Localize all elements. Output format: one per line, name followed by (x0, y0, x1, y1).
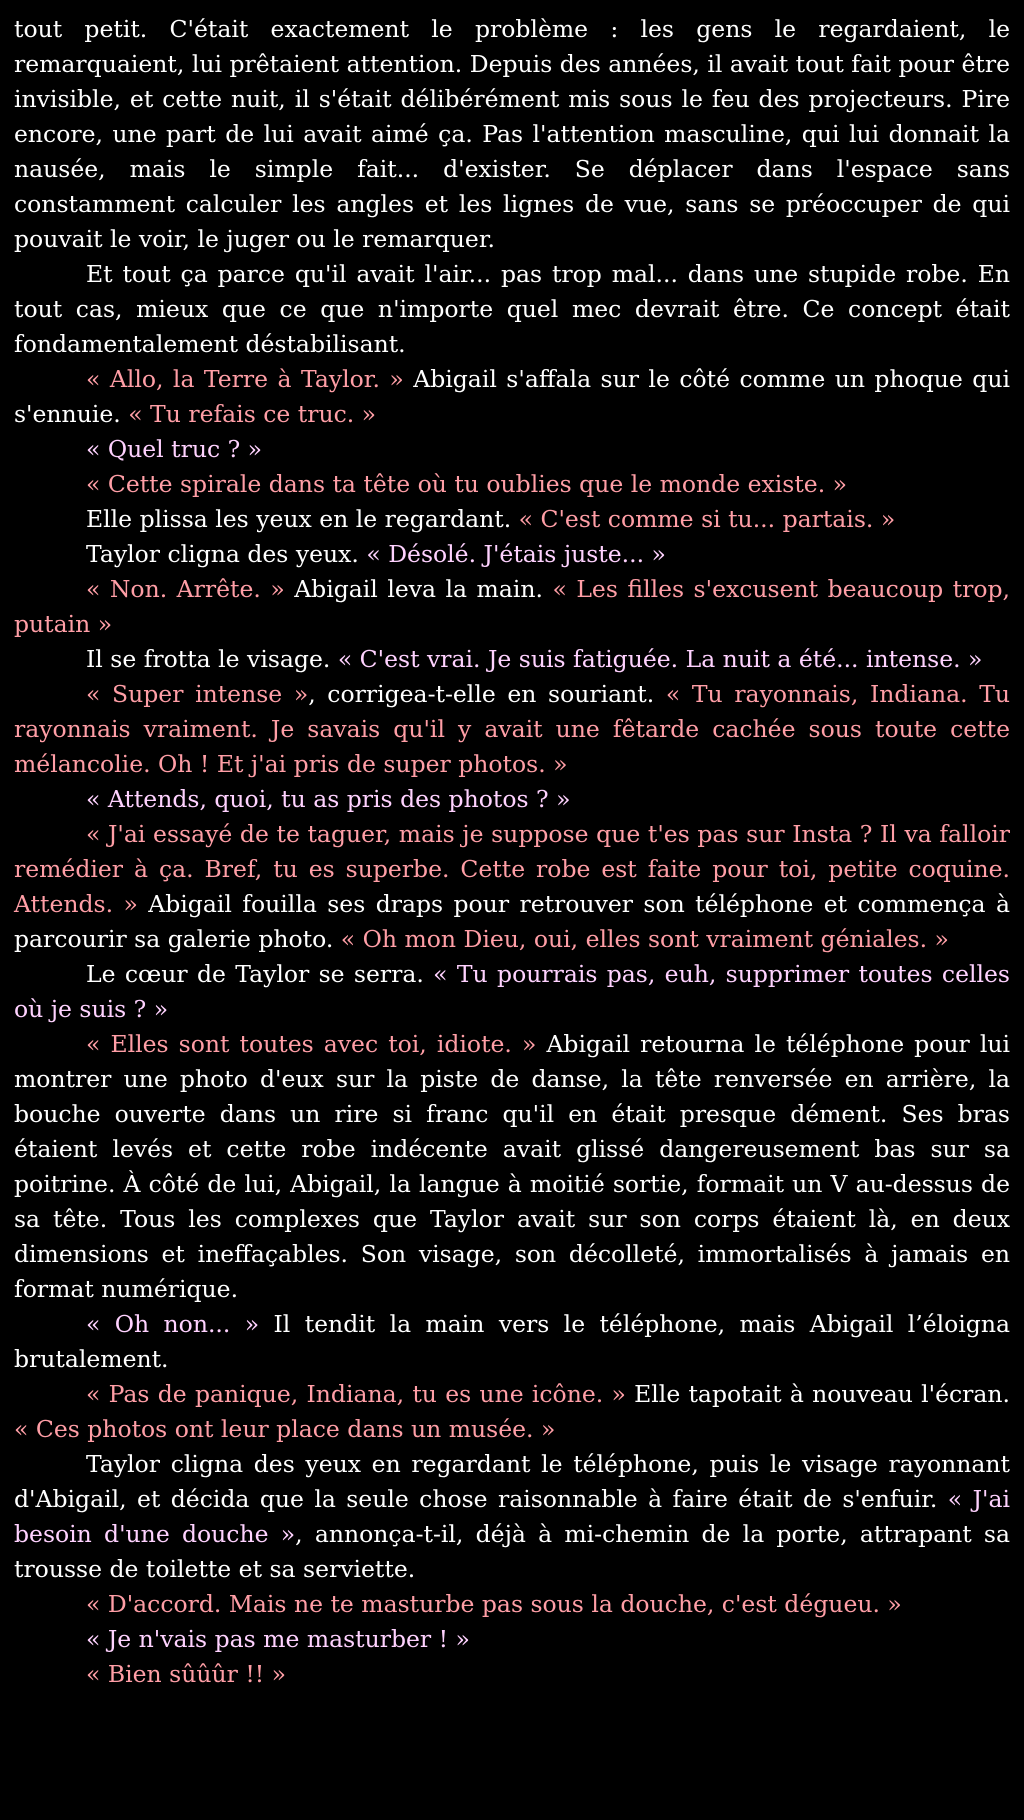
story-paragraph (14, 817, 1010, 957)
story-paragraph (14, 12, 1010, 257)
story-paragraph (14, 467, 1010, 502)
story-paragraph (14, 1447, 1010, 1587)
taylor-dialogue: « J'ai besoin d'une douche » (14, 1485, 1010, 1548)
story-paragraph (14, 502, 1010, 537)
story-paragraph (14, 957, 1010, 1027)
story-paragraph (14, 1377, 1010, 1447)
narration-text: Il tendit la main vers le téléphone, mais Abigail l’éloigna brutalement. (14, 1310, 1010, 1373)
story-paragraph (14, 572, 1010, 642)
taylor-dialogue: « Quel truc ? » (86, 435, 263, 463)
abigail-dialogue: « Cette spirale dans ta tête où tu oublies que le monde existe. » (86, 470, 848, 498)
narration-text: , annonça-t-il, déjà à mi-chemin de la porte, attrapant sa trousse de toilette et sa serviette. (14, 1520, 1011, 1583)
abigail-dialogue: « Bien sûûûr !! » (86, 1660, 287, 1688)
narration-text: Abigail retourna le téléphone pour lui montrer une photo d'eux sur la piste de danse, la tête renversée en arrière, la bouche ouverte dans un rire si franc qu'il en était presque dément. Ses bras étaient levés et cette robe indécente avait glissé dangereusement bas sur sa poitrine. À côté de lui, Abigail, la langue à moitié sortie, formait un V au-dessus de sa tête. Tous les complexes que Taylor avait sur son corps étaient là, en deux dimensions et ineffaçables. Son visage, son décolleté, immortalisés à jamais en format numérique. (14, 1030, 1010, 1303)
narration-text: tout petit. C'était exactement le problème : les gens le regardaient, le remarquaient, lui prêtaient attention. Depuis des années, il avait tout fait pour être invisible, et cette nuit, il s'était délibérément mis sous le feu des projecteurs. Pire encore, une part de lui avait aimé ça. Pas l'attention masculine, qui lui donnait la nausée, mais le simple fait... d'exister. Se déplacer dans l'espace sans constamment calculer les angles et les lignes de vue, sans se préoccuper de qui pouvait le voir, le juger ou le remarquer. (14, 15, 1010, 253)
abigail-dialogue: « Les filles s'excusent beaucoup trop, putain » (14, 575, 1010, 638)
abigail-dialogue: « Allo, la Terre à Taylor. » (86, 365, 404, 393)
story-paragraph (14, 642, 1010, 677)
abigail-dialogue: « D'accord. Mais ne te masturbe pas sous la douche, c'est dégueu. » (86, 1590, 902, 1618)
story-paragraph (14, 537, 1010, 572)
taylor-dialogue: « Attends, quoi, tu as pris des photos ? » (86, 785, 571, 813)
taylor-dialogue: « C'est vrai. Je suis fatiguée. La nuit a été... intense. » (337, 645, 983, 673)
narration-text: , corrigea-t-elle en souriant. (308, 680, 666, 708)
abigail-dialogue: « C'est comme si tu... partais. » (518, 505, 896, 533)
taylor-dialogue: « Tu pourrais pas, euh, supprimer toutes celles où je suis ? » (14, 960, 1010, 1023)
narration-text: Elle tapotait à nouveau l'écran. (625, 1380, 1010, 1408)
abigail-dialogue: « Pas de panique, Indiana, tu es une icône. » (86, 1380, 626, 1408)
narration-text: Abigail s'affala sur le côté comme un phoque qui s'ennuie. (14, 365, 1010, 428)
abigail-dialogue: « Ces photos ont leur place dans un musée. » (14, 1415, 556, 1443)
story-paragraph (14, 1027, 1010, 1307)
narration-text: Taylor cligna des yeux en regardant le téléphone, puis le visage rayonnant d'Abigail, et décida que la seule chose raisonnable à faire était de s'enfuir. (14, 1450, 1010, 1513)
abigail-dialogue: « Elles sont toutes avec toi, idiote. » (86, 1030, 537, 1058)
abigail-dialogue: « Super intense » (86, 680, 309, 708)
narration-text: Taylor cligna des yeux. (86, 540, 367, 568)
taylor-dialogue: « Je n'vais pas me masturber ! » (86, 1625, 470, 1653)
story-paragraph (14, 432, 1010, 467)
taylor-dialogue: « Désolé. J'étais juste... » (366, 540, 666, 568)
story-paragraph (14, 1587, 1010, 1622)
story-paragraph (14, 1657, 1010, 1692)
taylor-dialogue: « Oh non... » (86, 1310, 260, 1338)
narration-text: Le cœur de Taylor se serra. (86, 960, 434, 988)
story-paragraph (14, 1307, 1010, 1377)
narration-text: Et tout ça parce qu'il avait l'air... pas trop mal... dans une stupide robe. En tout cas, mieux que ce que n'importe quel mec devrait être. Ce concept était fondamentalement déstabilisant. (14, 260, 1010, 358)
abigail-dialogue: « Tu rayonnais, Indiana. Tu rayonnais vraiment. Je savais qu'il y avait une fêtarde cachée sous toute cette mélancolie. Oh ! Et j'ai pris de super photos. » (14, 680, 1011, 778)
abigail-dialogue: « J'ai essayé de te taguer, mais je suppose que t'es pas sur Insta ? Il va falloir remédier à ça. Bref, tu es superbe. Cette robe est faite pour toi, petite coquine. Attends. » (14, 820, 1010, 918)
abigail-dialogue: « Tu refais ce truc. » (128, 400, 377, 428)
story-paragraph (14, 362, 1010, 432)
narration-text: Il se frotta le visage. (86, 645, 338, 673)
story-paragraph (14, 1622, 1010, 1657)
story-paragraph (14, 257, 1010, 362)
abigail-dialogue: « Oh mon Dieu, oui, elles sont vraiment géniales. » (340, 925, 949, 953)
story-paragraph (14, 677, 1010, 782)
abigail-dialogue: « Non. Arrête. » (86, 575, 285, 603)
narration-text: Elle plissa les yeux en le regardant. (86, 505, 519, 533)
narration-text: Abigail fouilla ses draps pour retrouver son téléphone et commença à parcourir sa galerie photo. (14, 890, 1010, 953)
story-paragraph (14, 782, 1010, 817)
narration-text: Abigail leva la main. (284, 575, 553, 603)
